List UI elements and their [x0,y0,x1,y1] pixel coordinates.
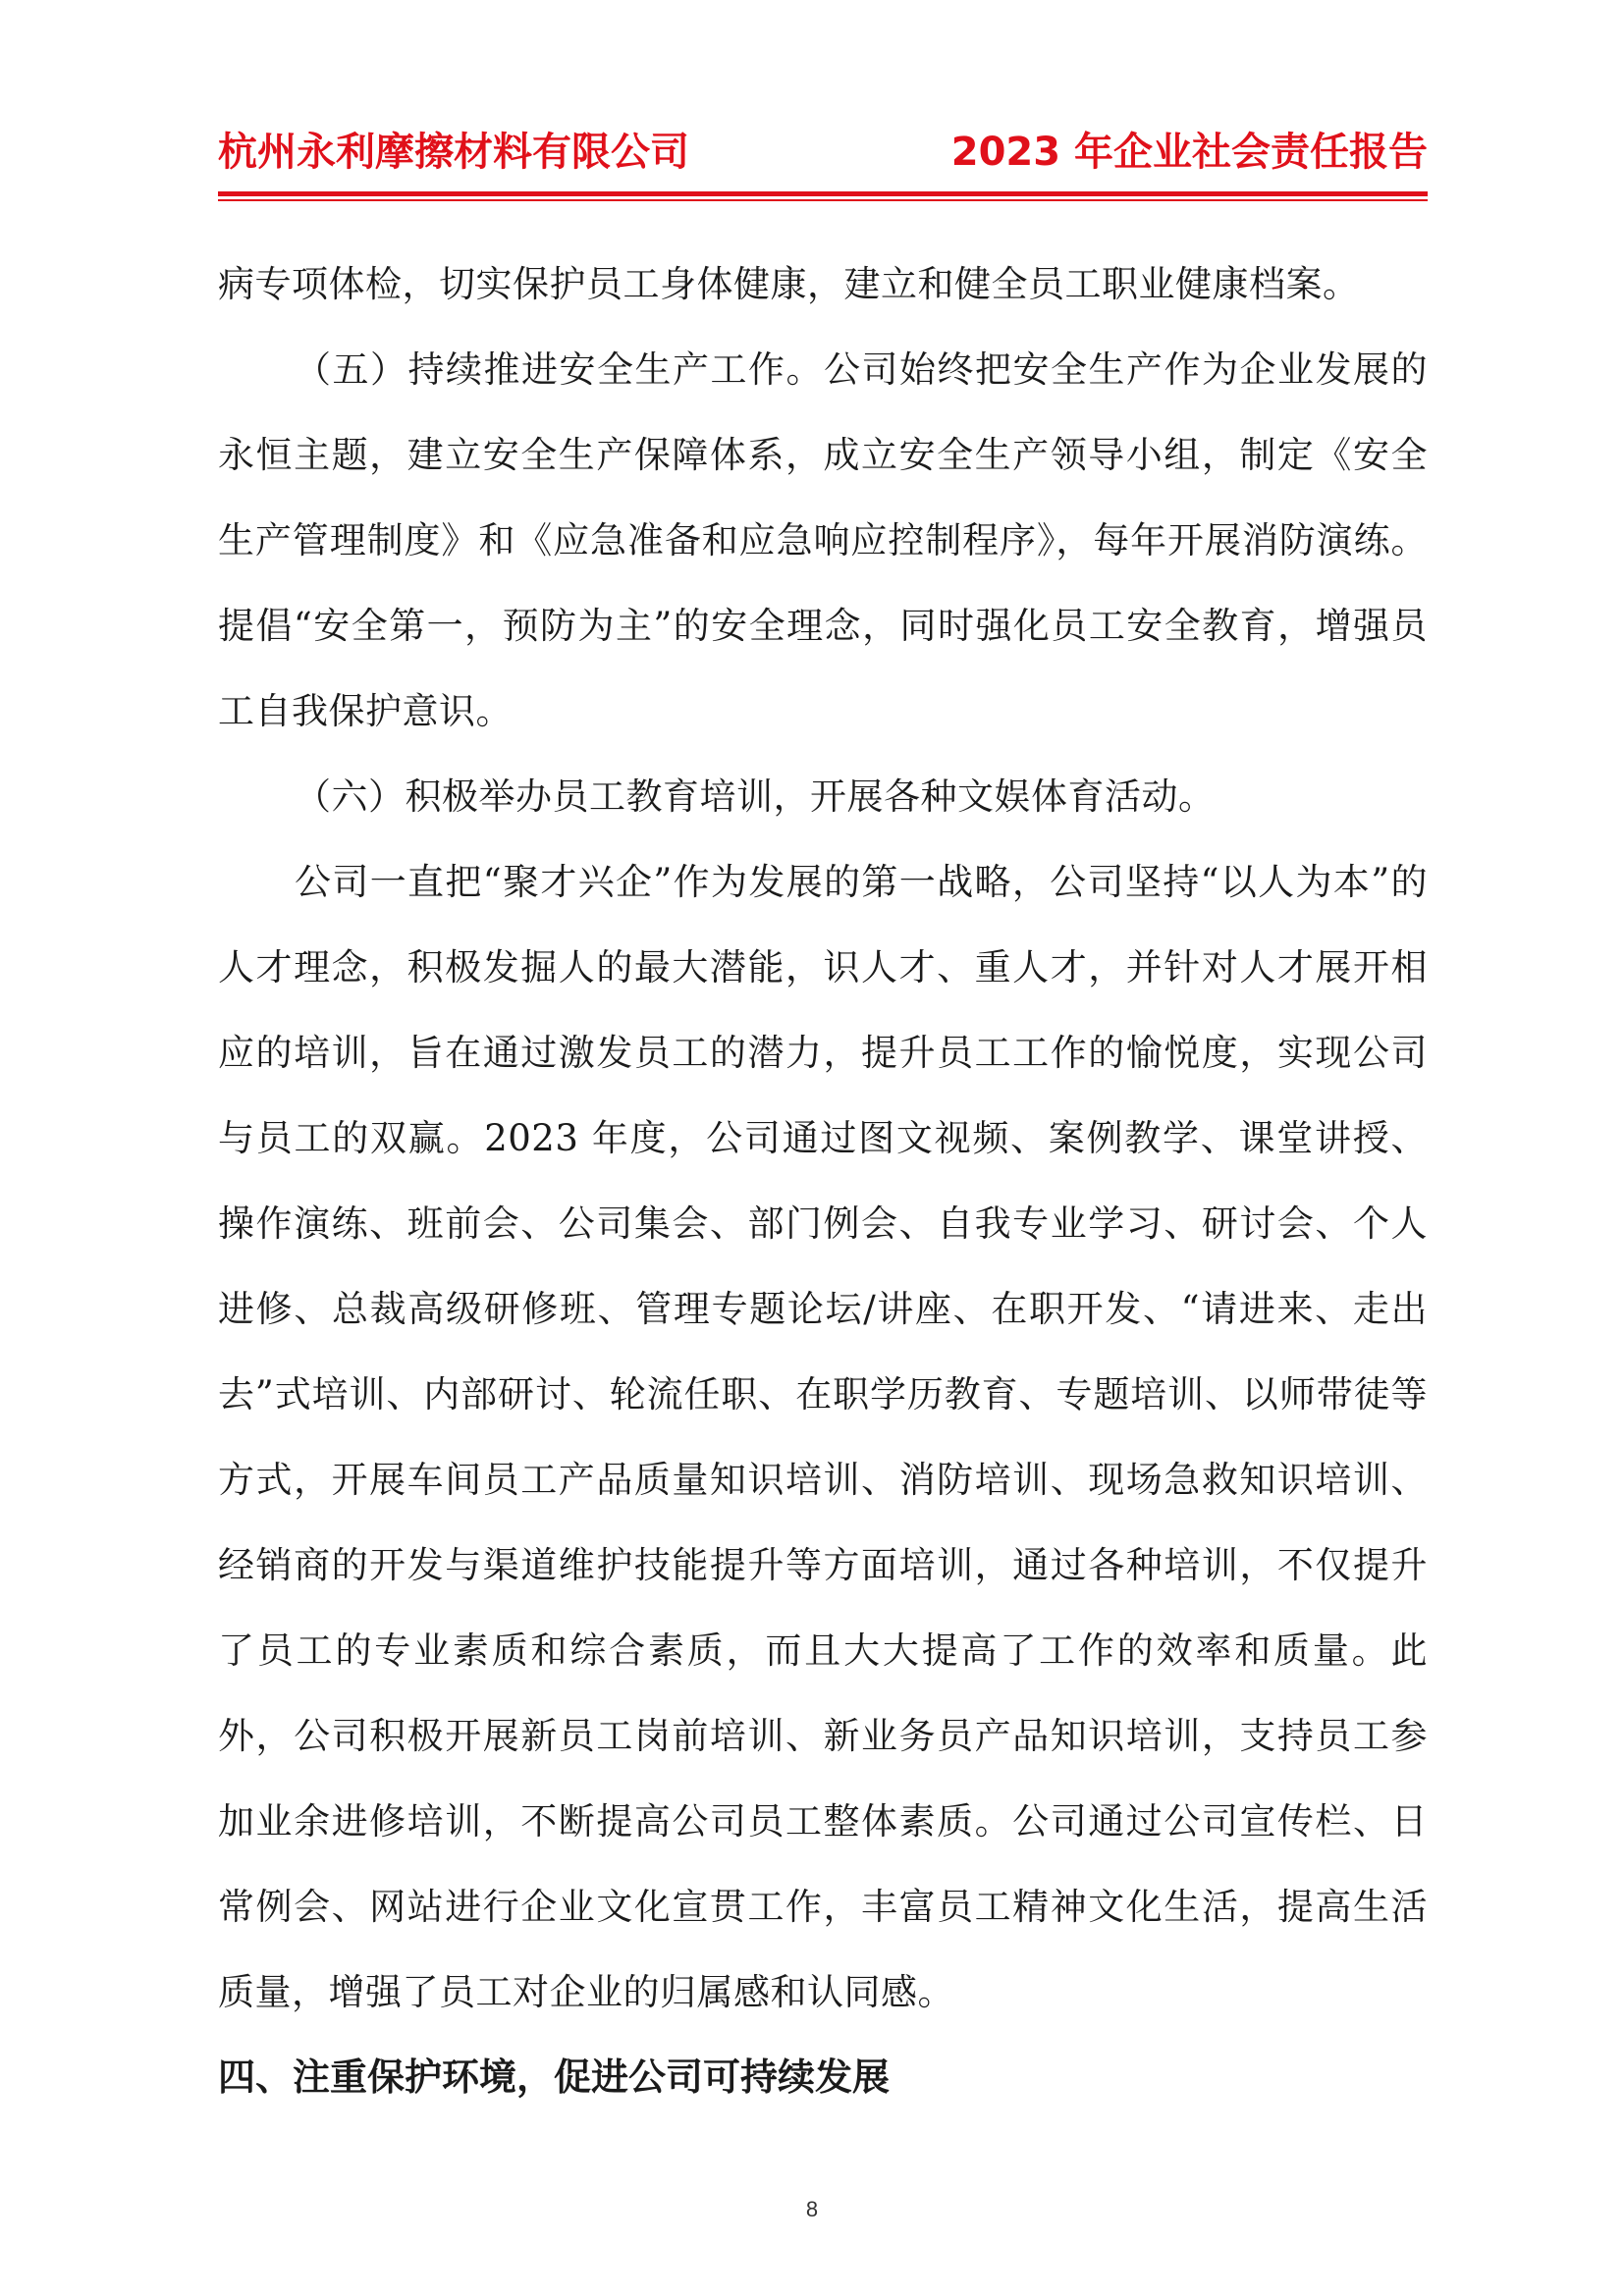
page-number: 8 [805,2197,819,2221]
header-divider-thick [218,191,1428,196]
document-body [218,241,1428,2120]
paragraph-talent-training: 公司一直把“聚才兴企”作为发展的第一战略，公司坚持“以人为本”的人才理念，积极发掘人的最大潜能，识人才、重人才，并针对人才展开相应的培训，旨在通过激发员工的潜力，提升员工工作的愉悦度，实现公司与员工的双赢。2023 年度，公司通过图文视频、案例教学、课堂讲授、操作演练、班前会、公司集会、部门例会、自我专业学习、研讨会、个人进修、总裁高级研修班、管理专题论坛/讲座、在职开发、“请进来、走出去”式培训、内部研讨、轮流任职、在职学历教育、专题培训、以师带徒等方式，开展车间员工产品质量知识培训、消防培训、现场急救知识培训、经销商的开发与渠道维护技能提升等方面培训，通过各种培训，不仅提升了员工的专业素质和综合素质，而且大大提高了工作的效率和质量。此外，公司积极开展新员工岗前培训、新业务员产品知识培训，支持员工参加业余进修培训，不断提高公司员工整体素质。公司通过公司宣传栏、日常例会、网站进行企业文化宣贯工作，丰富员工精神文化生活，提高生活质量，增强了员工对企业的归属感和认同感。 [218,861,1428,2013]
paragraph-safety-production: （五）持续推进安全生产工作。公司始终把安全生产作为企业发展的永恒主题，建立安全生产保障体系，成立安全生产领导小组，制定《安全生产管理制度》和《应急准备和应急响应控制程序》，每年开展消防演练。提倡“安全第一，预防为主”的安全理念，同时强化员工安全教育，增强员工自我保护意识。 [218,348,1428,732]
paragraph-training-heading: （六）积极举办员工教育培训，开展各种文娱体育活动。 [295,775,1216,818]
company-name: 杭州永利摩擦材料有限公司 [218,130,689,175]
header-divider-thin [218,199,1428,201]
paragraph-health-records: 病专项体检，切实保护员工身体健康，建立和健全员工职业健康档案。 [218,263,1360,305]
page-header [218,126,1428,179]
section-heading: 四、注重保护环境，促进公司可持续发展 [218,2056,891,2099]
report-title: 2023 年企业社会责任报告 [950,130,1428,175]
